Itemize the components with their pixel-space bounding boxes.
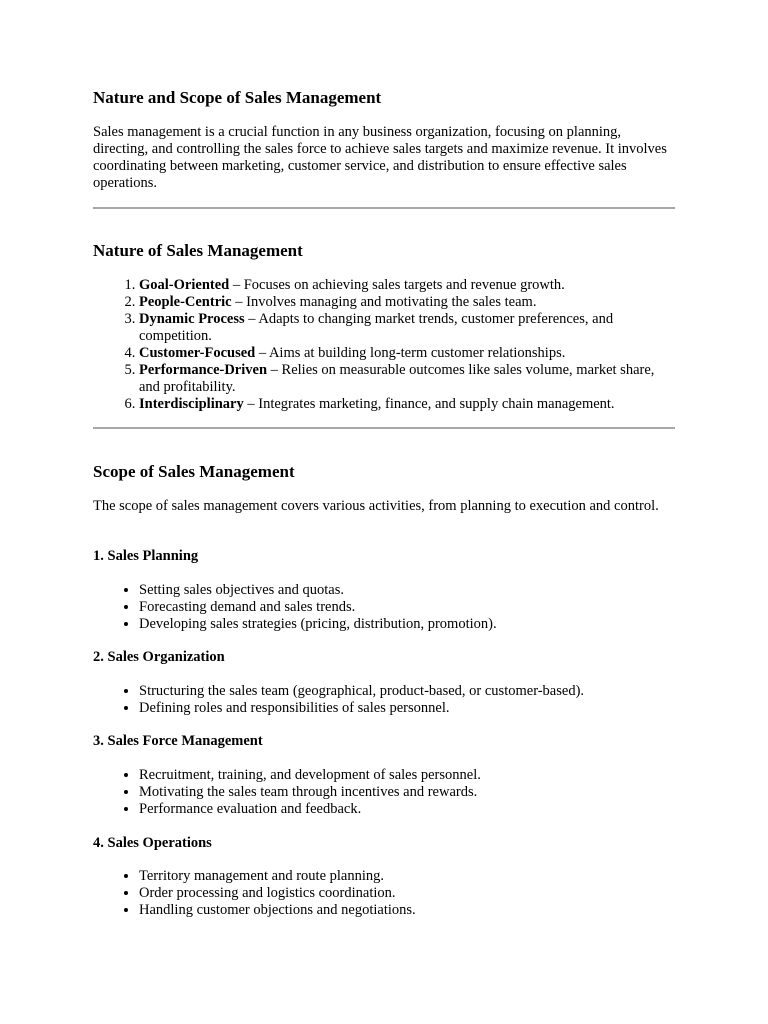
scope-heading: Scope of Sales Management	[93, 462, 295, 481]
scope-section-bullets	[93, 868, 675, 919]
nature-item-term: Goal-Oriented	[139, 277, 230, 293]
bullet-item: • Structuring the sales team (geographical, product-based, or customer-based).	[139, 683, 675, 700]
nature-item-desc: – Relies on measurable outcomes like sales volume, market share, and profitability.	[139, 362, 655, 395]
scope-section-bullets	[93, 582, 675, 633]
scope-section-heading: 4. Sales Operations	[93, 835, 212, 851]
scope-section-heading: 2. Sales Organization	[93, 649, 225, 665]
nature-item-desc: – Involves managing and motivating the sales team.	[231, 294, 537, 310]
nature-item-desc: – Adapts to changing market trends, customer preferences, and competition.	[139, 311, 614, 344]
nature-item-term: Interdisciplinary	[139, 396, 244, 412]
nature-item	[139, 396, 675, 413]
bullet-item: • Motivating the sales team through incentives and rewards.	[139, 784, 675, 801]
scope-section-bullets	[93, 767, 675, 818]
nature-item-desc: – Focuses on achieving sales targets and revenue growth.	[229, 277, 565, 293]
scope-intro-paragraph: The scope of sales management covers various activities, from planning to execution and control.	[93, 498, 659, 514]
nature-heading: Nature of Sales Management	[93, 241, 303, 260]
horizontal-rule	[93, 427, 675, 429]
scope-section-heading: 3. Sales Force Management	[93, 733, 263, 749]
nature-item-desc: – Aims at building long-term customer relationships.	[255, 345, 566, 361]
bullet-item: • Forecasting demand and sales trends.	[139, 599, 675, 616]
intro-paragraph: Sales management is a crucial function in any business organization, focusing on planning, directing, and controlling the sales force to achieve sales targets and maximize revenue. It involves coordinating between marketing, customer service, and distribution to ensure effective sales operations.	[93, 124, 667, 191]
bullet-item: • Performance evaluation and feedback.	[139, 801, 675, 818]
nature-list	[93, 277, 675, 413]
bullet-item: • Developing sales strategies (pricing, distribution, promotion).	[139, 616, 675, 633]
horizontal-rule	[93, 207, 675, 209]
scope-section-heading: 1. Sales Planning	[93, 548, 199, 564]
nature-item-desc: – Integrates marketing, finance, and supply chain management.	[243, 396, 615, 412]
nature-item	[139, 362, 675, 396]
scope-section-bullets	[93, 683, 675, 717]
bullet-item: • Defining roles and responsibilities of sales personnel.	[139, 700, 675, 717]
bullet-item: • Handling customer objections and negotiations.	[139, 902, 675, 919]
nature-item	[139, 294, 675, 311]
nature-item	[139, 277, 675, 294]
nature-item	[139, 345, 675, 362]
bullet-item: • Order processing and logistics coordination.	[139, 885, 675, 902]
bullet-item: • Territory management and route planning.	[139, 868, 675, 885]
nature-item-term: People-Centric	[139, 294, 232, 310]
nature-item-term: Customer-Focused	[139, 345, 256, 361]
nature-item-term: Performance-Driven	[139, 362, 268, 378]
bullet-item: • Setting sales objectives and quotas.	[139, 582, 675, 599]
nature-item-term: Dynamic Process	[139, 311, 245, 327]
nature-item	[139, 311, 675, 345]
bullet-item: • Recruitment, training, and development of sales personnel.	[139, 767, 675, 784]
document-title: Nature and Scope of Sales Management	[93, 88, 382, 107]
